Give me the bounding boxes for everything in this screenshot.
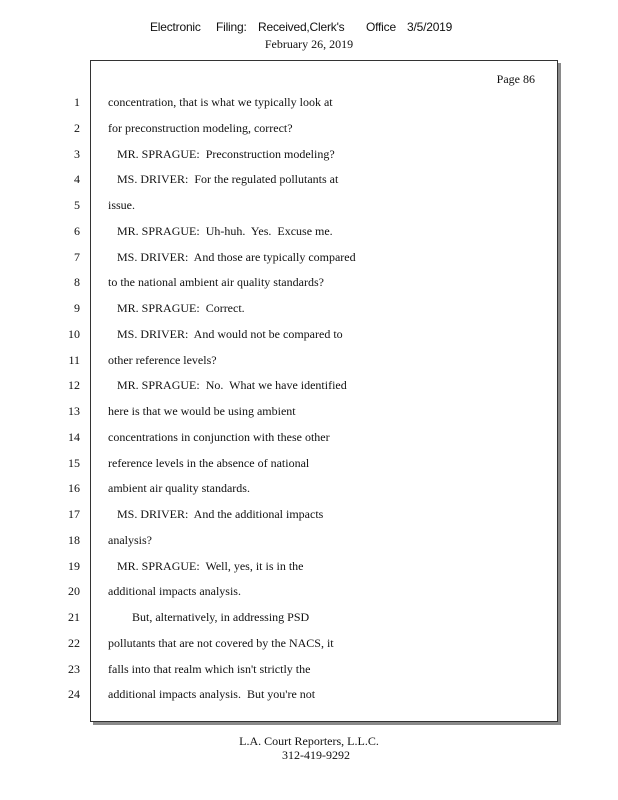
line-number: 22 — [68, 635, 80, 650]
filing-stamp-word: Received,Clerk's — [258, 20, 345, 34]
line-number: 17 — [68, 507, 80, 521]
line-number: 24 — [68, 687, 80, 702]
line-text: falls into that realm which isn't strictly the — [108, 661, 311, 676]
line-number: 10 — [68, 326, 80, 341]
line-text: analysis? — [108, 532, 152, 547]
line-text: additional impacts analysis. — [108, 584, 241, 599]
line-text: MS. DRIVER: And the additional impacts — [108, 507, 324, 521]
line-text: concentrations in conjunction with these other — [108, 429, 330, 444]
line-text: pollutants that are not covered by the NACS, it — [108, 635, 334, 650]
line-text: MS. DRIVER: And would not be compared to — [108, 326, 343, 341]
line-text: MS. DRIVER: And those are typically compared — [108, 249, 356, 264]
line-text: MR. SPRAGUE: Preconstruction modeling? — [108, 146, 335, 161]
footer-phone: 312-419-9292 — [282, 748, 350, 762]
filing-stamp-word: Office — [366, 20, 396, 34]
line-text: other reference levels? — [108, 352, 217, 367]
page-number: Page 86 — [496, 72, 535, 86]
line-number: 20 — [68, 584, 80, 599]
line-text: MR. SPRAGUE: Uh-huh. Yes. Excuse me. — [108, 223, 333, 238]
line-number: 4 — [74, 172, 80, 187]
line-text: additional impacts analysis. But you're not — [108, 687, 316, 702]
line-text: MS. DRIVER: For the regulated pollutants at — [108, 172, 339, 187]
line-number: 9 — [74, 301, 80, 315]
line-number: 7 — [74, 249, 80, 264]
line-text: issue. — [108, 198, 135, 212]
line-text: But, alternatively, in addressing PSD — [108, 610, 310, 624]
line-number: 16 — [68, 481, 80, 496]
line-number: 6 — [74, 223, 80, 238]
line-text: MR. SPRAGUE: No. What we have identified — [108, 378, 347, 393]
line-text: MR. SPRAGUE: Well, yes, it is in the — [108, 558, 304, 573]
line-number: 1 — [74, 95, 80, 109]
line-text: for preconstruction modeling, correct? — [108, 120, 293, 135]
footer-company: L.A. Court Reporters, L.L.C. — [239, 734, 379, 748]
line-number: 19 — [68, 558, 80, 573]
filing-stamp-word: Electronic — [150, 20, 201, 34]
line-number: 12 — [68, 378, 80, 393]
filing-stamp-word: 3/5/2019 — [407, 20, 453, 34]
line-number: 13 — [68, 404, 80, 418]
line-number: 2 — [74, 120, 80, 135]
line-number: 21 — [68, 610, 80, 624]
line-text: here is that we would be using ambient — [108, 404, 296, 418]
line-number: 11 — [68, 352, 80, 367]
line-number: 5 — [74, 198, 80, 212]
filing-date: February 26, 2019 — [264, 37, 354, 51]
line-number: 3 — [74, 146, 80, 161]
line-text: ambient air quality standards. — [108, 481, 250, 496]
filing-stamp-word: Filing: — [216, 20, 247, 34]
line-number: 14 — [68, 429, 80, 444]
line-number: 15 — [68, 455, 80, 470]
line-text: reference levels in the absence of national — [108, 455, 310, 470]
line-number: 8 — [74, 275, 80, 290]
line-number: 23 — [68, 661, 80, 676]
line-text: concentration, that is what we typically look at — [108, 95, 333, 109]
line-number: 18 — [68, 532, 80, 547]
line-text: to the national ambient air quality standards? — [108, 275, 324, 290]
line-text: MR. SPRAGUE: Correct. — [108, 301, 245, 315]
